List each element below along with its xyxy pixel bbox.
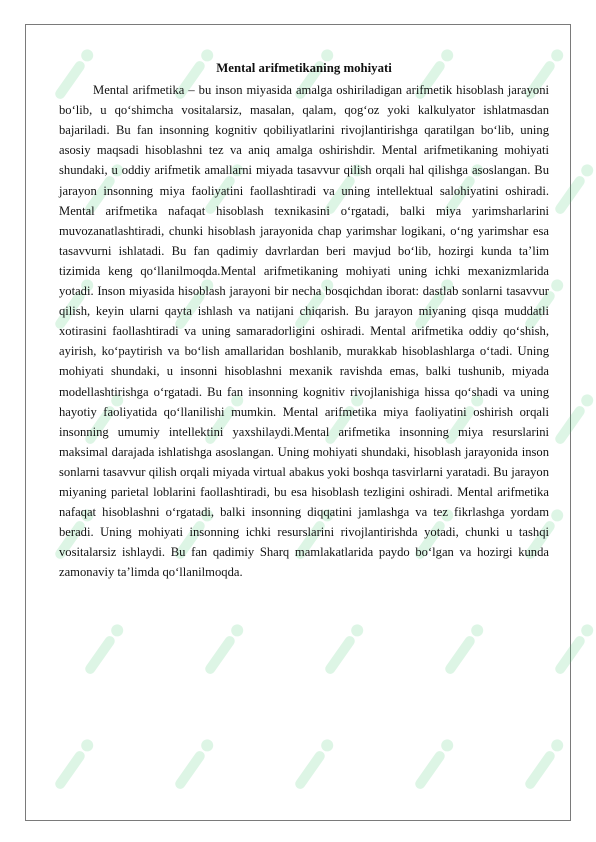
document-paragraph: Mental arifmetika – bu inson miyasida amalga oshiriladigan arifmetik hisoblash jarayoni bo‘lib, u qo‘shimcha vositalarsiz, masalan, qalam, qog‘oz yoki kalkulyator ishlatmasdan bajariladi. Bu fan insonning kognitiv qobiliyatlarini rivojlantirishga qaratilgan bo‘lib, uning asosiy maqsadi hisoblashni tez va aniq amalga oshirishdir. Mental arifmetikaning mohiyati shundaki, u oddiy arifmetik amallarni miyada tasavvur qilish orqali hal qilishga asoslangan. Bu jarayon insonning miya faoliyatini faollashtiradi va uning intellektual salohiyatini oshiradi. Mental arifmetika nafaqat hisoblash texnikasini o‘rgatadi, balki miya yarimsharlarini muvozanatlashtiradi, chunki hisoblash jarayonida chap yarimshar logikani, o‘ng yarimshar esa tasavvurni ishlatadi. Bu fan qadimiy davrlardan beri mavjud bo‘lib, hozirgi kunda ta’lim tizimida keng qo‘llanilmoqda.Mental arifmetikaning mohiyati uning ichki mexanizmlarida yotadi. Inson miyasida hisoblash jarayoni bir necha bosqichdan iborat: dastlab sonlarni tasavvur qilish, keyin ularni qayta ishlash va natijani chiqarish. Bu jarayon miyaning qisqa muddatli xotirasini faollashtiradi va uning samaradorligini oshiradi. Mental arifmetika oddiy qo‘shish, ayirish, ko‘paytirish va bo‘lish amallaridan boshlanib, murakkab hisoblashlarga o‘tadi. Uning mohiyati shundaki, u insonni hisoblashni mexanik ravishda emas, balki tushunib, miyada modellashtirishga o‘rgatadi. Bu fan insonning kognitiv rivojlanishiga hissa qo‘shadi va uning hayotiy faoliyatida qo‘llanilishi mumkin. Mental arifmetika miya faoliyatini oshirish orqali insonning umumiy intellektini yaxshilaydi.Mental arifmetika insonning miya resurslarini maksimal darajada ishlatishga asoslangan. Uning mohiyati shundaki, hisoblash jarayonida inson sonlarni tasavvur qilish orqali miyada virtual abakus yoki boshqa tasvirlarni yaratadi. Bu jarayon miyaning parietal loblarini faollashtiradi, bu esa hisoblash tezligini oshiradi. Mental arifmetika nafaqat hisoblashni o‘rgatadi, balki insonning diqqatini jamlashga va tez fikrlashga yordam beradi. Uning mohiyati insonning ichki resurslarini rivojlantirishda yotadi, chunki u tashqi vositalarsiz ishlaydi. Bu fan qadimiy Sharq mamlakatlarida paydo bo‘lgan va hozirgi kunda zamonaviy ta’limda qo‘llanilmoqda. [59,83,549,580]
document-title: Mental arifmetikaning mohiyati [216,61,392,75]
document-content [59,58,549,582]
